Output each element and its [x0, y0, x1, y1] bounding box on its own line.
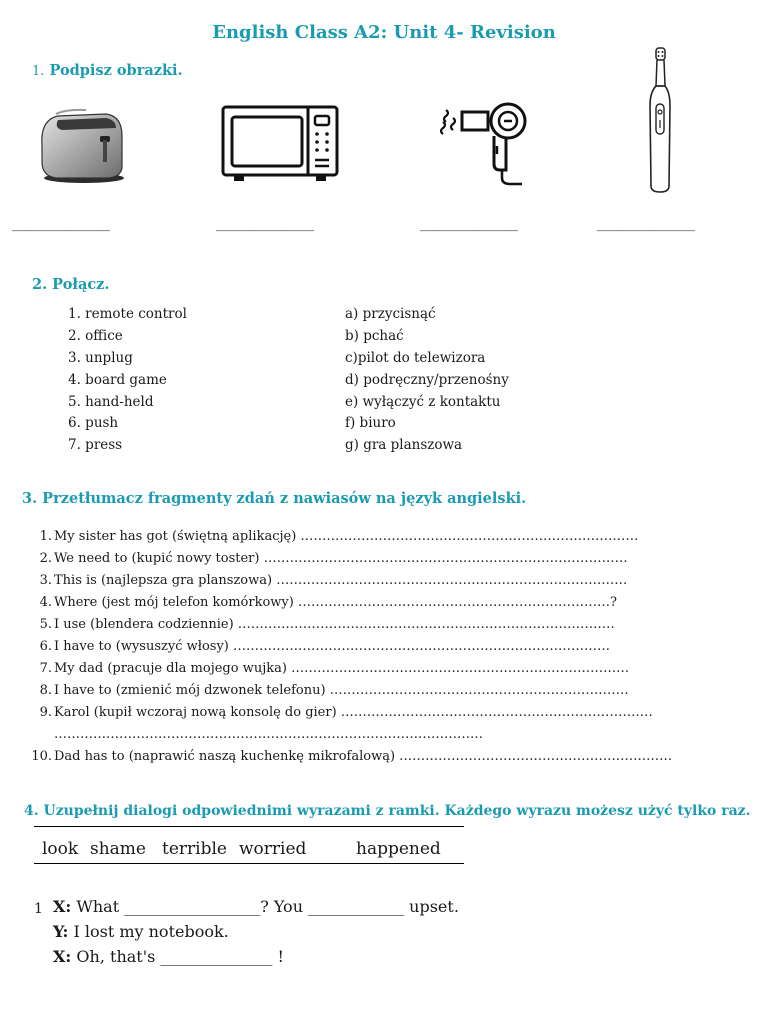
electric-toothbrush-icon	[640, 46, 680, 196]
word-box-item: look	[42, 839, 79, 859]
item-text: We need to (kupić nowy toster) …………………………………………………………………………	[54, 551, 628, 566]
item-number: 8.	[39, 683, 52, 698]
dialogue-line[interactable]	[53, 897, 459, 916]
section3-heading: 3. Przetłumacz fragmenty zdań z nawiasów na język angielski.	[22, 490, 527, 507]
word-box-item: happened	[356, 839, 441, 859]
translation-item[interactable]	[30, 702, 653, 724]
dialogue-text: What _________________? You ____________ upset.	[71, 897, 459, 916]
section1-heading-text: Podpisz obrazki.	[49, 62, 183, 79]
item-number: 9.	[39, 705, 52, 720]
word-box-item: shame	[90, 839, 146, 859]
word-box-item: worried	[239, 839, 307, 859]
translation-item[interactable]	[30, 548, 628, 570]
translation-item[interactable]	[30, 680, 629, 702]
item-number: 2.	[39, 551, 52, 566]
item-number: 4.	[39, 595, 52, 610]
translation-item[interactable]	[30, 614, 615, 636]
speaker-label: X:	[53, 947, 72, 966]
item-text: My sister has got (świętną aplikację) ……………………………………………………………………	[54, 529, 639, 544]
item-text: I use (blendera codziennie) ……………………………………………………………………………	[54, 617, 615, 632]
translation-item-continuation[interactable]	[30, 724, 483, 746]
word-box	[34, 826, 464, 864]
item-number: 3.	[39, 573, 52, 588]
dialogue-text: Oh, that's ______________ !	[71, 947, 284, 966]
dialogue-text: I lost my notebook.	[68, 922, 229, 941]
match-right-item: d) podręczny/przenośny	[345, 372, 509, 388]
hair-dryer-icon	[440, 100, 532, 188]
microwave-icon	[220, 104, 340, 184]
match-left-item: 7. press	[68, 437, 123, 453]
item-text: I have to (wysuszyć włosy) ……………………………………………………………………………	[54, 639, 610, 654]
match-left-item: 5. hand-held	[68, 394, 154, 410]
item-text: Dad has to (naprawić naszą kuchenkę mikrofalową) ………………………………………………………	[54, 749, 673, 764]
section4-heading: 4. Uzupełnij dialogi odpowiednimi wyrazami z ramki. Każdego wyrazu możesz użyć tylko raz.	[24, 803, 751, 819]
item-text: Karol (kupił wczoraj nową konsolę do gier) ………………………………………………………………	[54, 705, 653, 720]
translation-item[interactable]	[30, 526, 638, 548]
translation-item[interactable]	[30, 592, 617, 614]
label-blank-4[interactable]: _______________	[597, 216, 695, 232]
speaker-label: X:	[53, 897, 72, 916]
item-number: 1.	[39, 529, 52, 544]
translation-item[interactable]	[30, 658, 629, 680]
label-blank-3[interactable]: _______________	[420, 216, 518, 232]
match-left-item: 4. board game	[68, 372, 167, 388]
item-text: ………………………………………………………………………………………	[54, 727, 483, 742]
item-number: 6.	[39, 639, 52, 654]
section1-number: 1.	[32, 64, 45, 79]
speaker-label: Y:	[53, 922, 69, 941]
page-title: English Class A2: Unit 4- Revision	[212, 22, 556, 43]
match-left-item: 6. push	[68, 415, 119, 431]
dialogue-line	[53, 922, 229, 941]
match-right-item: c)pilot do telewizora	[345, 350, 486, 366]
match-right-item: a) przycisnąć	[345, 306, 436, 322]
match-right-item: f) biuro	[345, 415, 396, 431]
translation-item[interactable]	[30, 746, 672, 768]
translation-item[interactable]	[30, 636, 610, 658]
match-right-item: g) gra planszowa	[345, 437, 463, 453]
item-text: My dad (pracuje dla mojego wujka) ……………………………………………………………………	[54, 661, 630, 676]
item-number: 7.	[39, 661, 52, 676]
match-right-item: b) pchać	[345, 328, 404, 344]
toaster-icon	[36, 106, 128, 184]
section2-heading: 2. Połącz.	[32, 276, 110, 293]
match-left-item: 1. remote control	[68, 306, 187, 322]
match-left-item: 3. unplug	[68, 350, 133, 366]
word-box-item: terrible	[162, 839, 227, 859]
label-blank-2[interactable]: _______________	[216, 216, 314, 232]
item-number: 5.	[39, 617, 52, 632]
label-blank-1[interactable]: _______________	[12, 216, 110, 232]
dialogue-number: 1	[34, 901, 43, 917]
section1-heading	[32, 62, 183, 79]
match-right-item: e) wyłączyć z kontaktu	[345, 394, 501, 410]
item-text: This is (najlepsza gra planszowa) ………………………………………………………………………	[54, 573, 628, 588]
item-text: I have to (zmienić mój dzwonek telefonu) ……………………………………………………………	[54, 683, 629, 698]
match-left-item: 2. office	[68, 328, 123, 344]
dialogue-line[interactable]	[53, 947, 284, 966]
translation-item[interactable]	[30, 570, 627, 592]
item-text: Where (jest mój telefon komórkowy) ………………………………………………………………?	[54, 595, 617, 610]
item-number: 10.	[31, 749, 52, 764]
